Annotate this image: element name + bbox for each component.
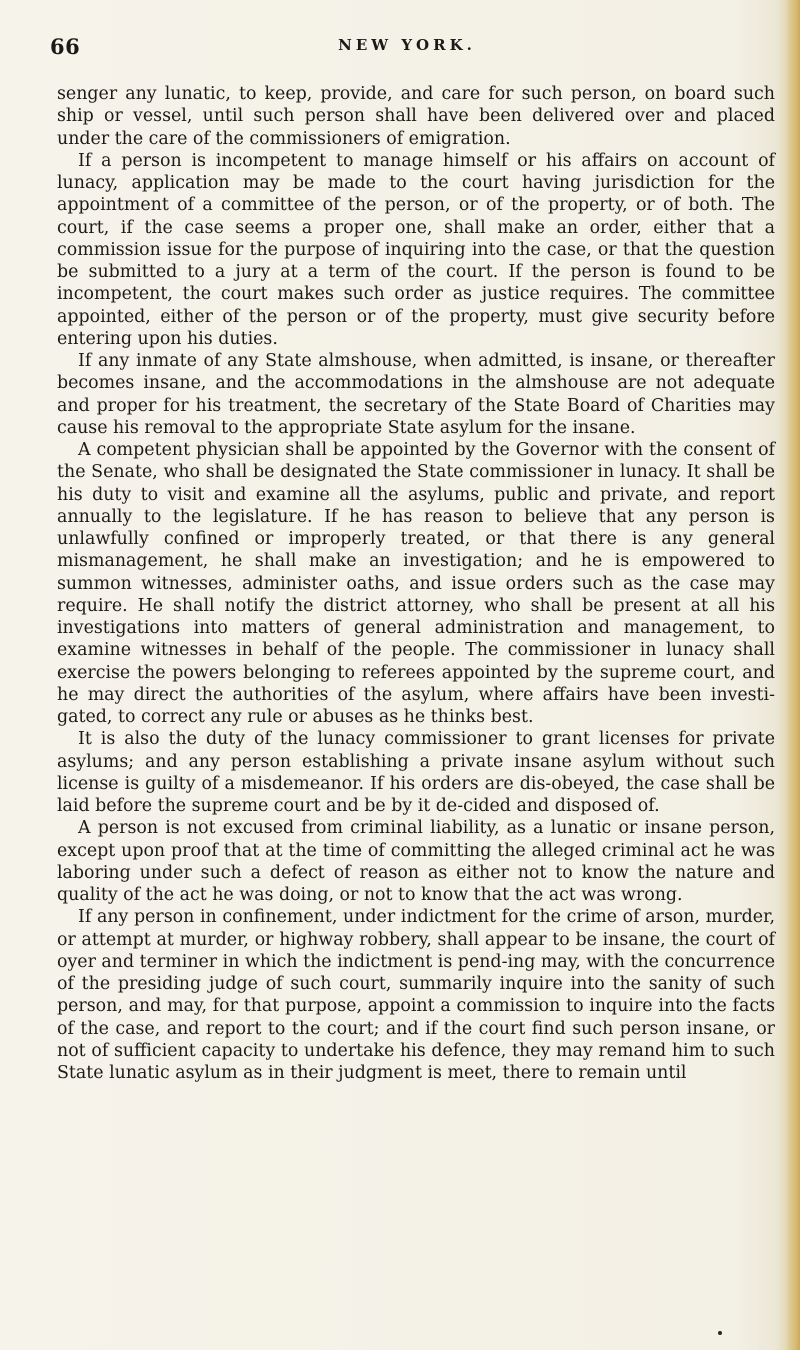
paragraph: A competent physician shall be appointed by the Governor with the consent of the Senate, who shall be designated the State commissioner in lunacy. It shall be his duty to visit and examine all the asylums, public and private, and report annually to the legislature. If he has reason to believe that any person is unlawfully confined or improperly treated, or that there is any general mismanagement, he shall make an investigation; and he is empowered to summon witnesses, administer oaths, and issue orders such as the case may require. He shall notify the district attorney, who shall be present at all his investigations into matters of general administration and management, to examine witnesses in behalf of the people. The commissioner in lunacy shall exercise the powers belonging to referees appointed by the supreme court, and he may direct the authorities of the asylum, where affairs have been investi-gated, to correct any rule or abuses as he thinks best.: [57, 440, 775, 727]
body-text: [57, 83, 775, 1084]
paragraph: A person is not excused from criminal liability, as a lunatic or insane person, except upon proof that at the time of committing the alleged criminal act he was laboring under such a defect of reason as either not to know the nature and quality of the act he was doing, or not to know that the act was wrong.: [57, 818, 775, 905]
paragraph: If any inmate of any State almshouse, when admitted, is insane, or thereafter becomes insane, and the accommodations in the almshouse are not adequate and proper for his treatment, the secretary of the State Board of Charities may cause his removal to the appropriate State asylum for the insane.: [57, 351, 775, 438]
page-edge: [786, 0, 800, 1350]
paragraph: It is also the duty of the lunacy commissioner to grant licenses for private asylums; and any person establishing a private insane asylum without such license is guilty of a misdemeanor. If his orders are dis-obeyed, the case shall be laid before the supreme court and be by it de-cided and disposed of.: [57, 729, 775, 816]
paragraph: If a person is incompetent to manage himself or his affairs on account of lunacy, application may be made to the court having jurisdiction for the appointment of a committee of the person, or of the property, or of both. The court, if the case seems a proper one, shall make an order, either that a commission issue for the purpose of inquiring into the case, or that the question be submitted to a jury at a term of the court. If the person is found to be incompetent, the court makes such order as justice requires. The committee appointed, either of the person or of the property, must give security before entering upon his duties.: [57, 150, 775, 349]
running-head: NEW YORK.: [338, 36, 476, 54]
ink-speck: [718, 1331, 722, 1335]
paragraph: senger any lunatic, to keep, provide, and care for such person, on board such ship or vessel, until such person shall have been delivered over and placed under the care of the commissioners of emigration.: [57, 84, 775, 149]
page-header: [50, 34, 764, 60]
page-number: 66: [50, 34, 81, 59]
paragraph: If any person in confinement, under indictment for the crime of arson, murder, or attempt at murder, or highway robbery, shall appear to be insane, the court of oyer and terminer in which the indictment is pend-ing may, with the concurrence of the presiding judge of such court, summarily inquire into the sanity of such person, and may, for that purpose, appoint a commission to inquire into the facts of the case, and report to the court; and if the court find such person insane, or not of sufficient capacity to undertake his defence, they may remand him to such State lunatic asylum as in their judgment is meet, there to remain until: [57, 907, 775, 1083]
